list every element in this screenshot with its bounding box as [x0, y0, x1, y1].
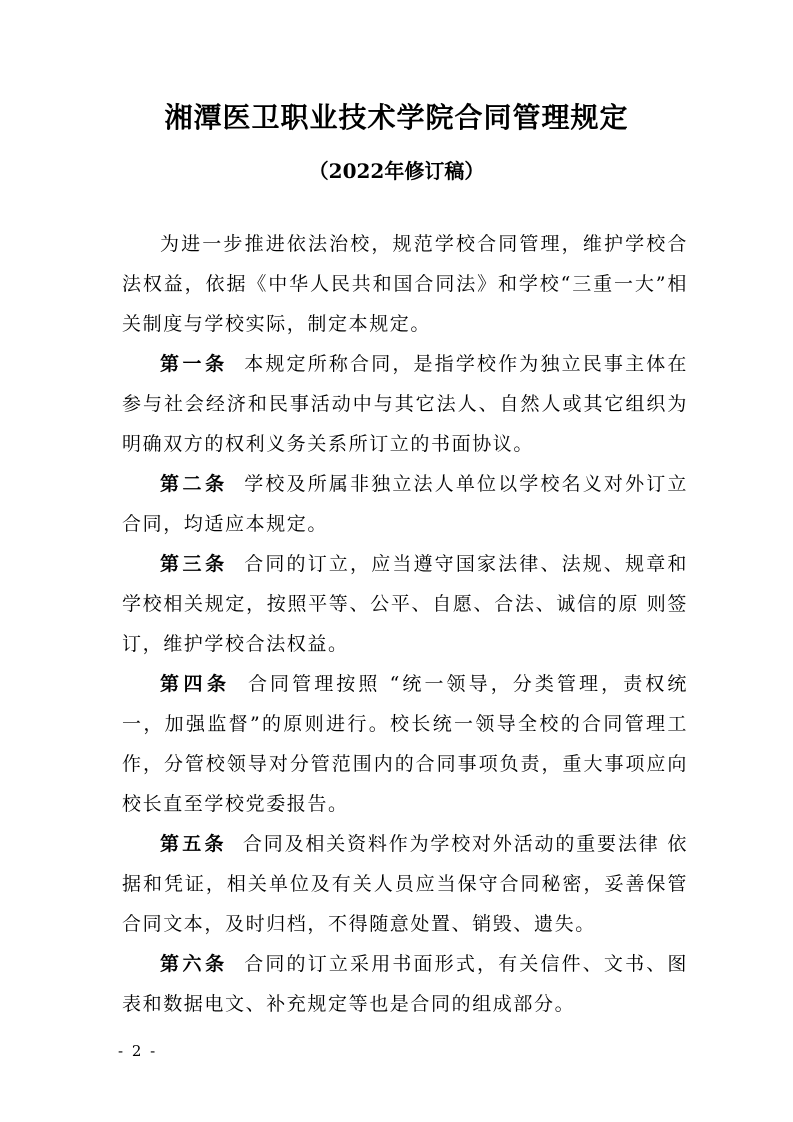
article-5-text: 合同及相关资料作为学校对外活动的重要法律 依据和凭证，相关单位及有关人员应当保守合同秘密，妥善保管合同文本，及时归档，不得随意处置、销毁、遗失。 [122, 833, 688, 935]
article-4 [122, 664, 688, 824]
article-1-number: 第一条 [160, 353, 228, 375]
article-6-number: 第六条 [160, 953, 228, 975]
article-4-number: 第四条 [160, 673, 231, 695]
document-title: 湘潭医卫职业技术学院合同管理规定 [164, 101, 629, 134]
article-3-text: 合同的订立，应当遵守国家法律、法规、规章和学校相关规定，按照平等、公平、自愿、合法、诚信的原 则签订，维护学校合法权益。 [122, 553, 688, 655]
article-2 [122, 464, 688, 544]
document-subtitle: （2022年修订稿） [308, 159, 485, 183]
article-4-text: 合同管理按照 “统一领导，分类管理，责权统一，加强监督”的原则进行。校长统一领导全校的合同管理工作，分管校领导对分管范围内的合同事项负责，重大事项应向校长直至学校党委报告。 [122, 673, 688, 815]
article-1 [122, 344, 688, 464]
article-5 [122, 824, 688, 944]
page-number: - 2 - [118, 1042, 158, 1060]
article-5-number: 第五条 [160, 833, 227, 855]
article-3-number: 第三条 [160, 553, 228, 575]
article-1-text: 本规定所称合同，是指学校作为独立民事主体在参与社会经济和民事活动中与其它法人、自然人或其它组织为明确双方的权利义务关系所订立的书面协议。 [122, 353, 688, 455]
intro-paragraph: 为进一步推进依法治校，规范学校合同管理，维护学校合法权益，依据《中华人民共和国合同法》和学校“三重一大”相关制度与学校实际，制定本规定。 [122, 233, 688, 335]
article-2-text: 学校及所属非独立法人单位以学校名义对外订立合同，均适应本规定。 [122, 473, 688, 535]
article-3 [122, 544, 688, 664]
article-6-text: 合同的订立采用书面形式，有关信件、文书、图表和数据电文、补充规定等也是合同的组成部分。 [122, 953, 688, 1015]
document-body [122, 224, 688, 1024]
article-2-number: 第二条 [160, 473, 228, 495]
article-6 [122, 944, 688, 1024]
